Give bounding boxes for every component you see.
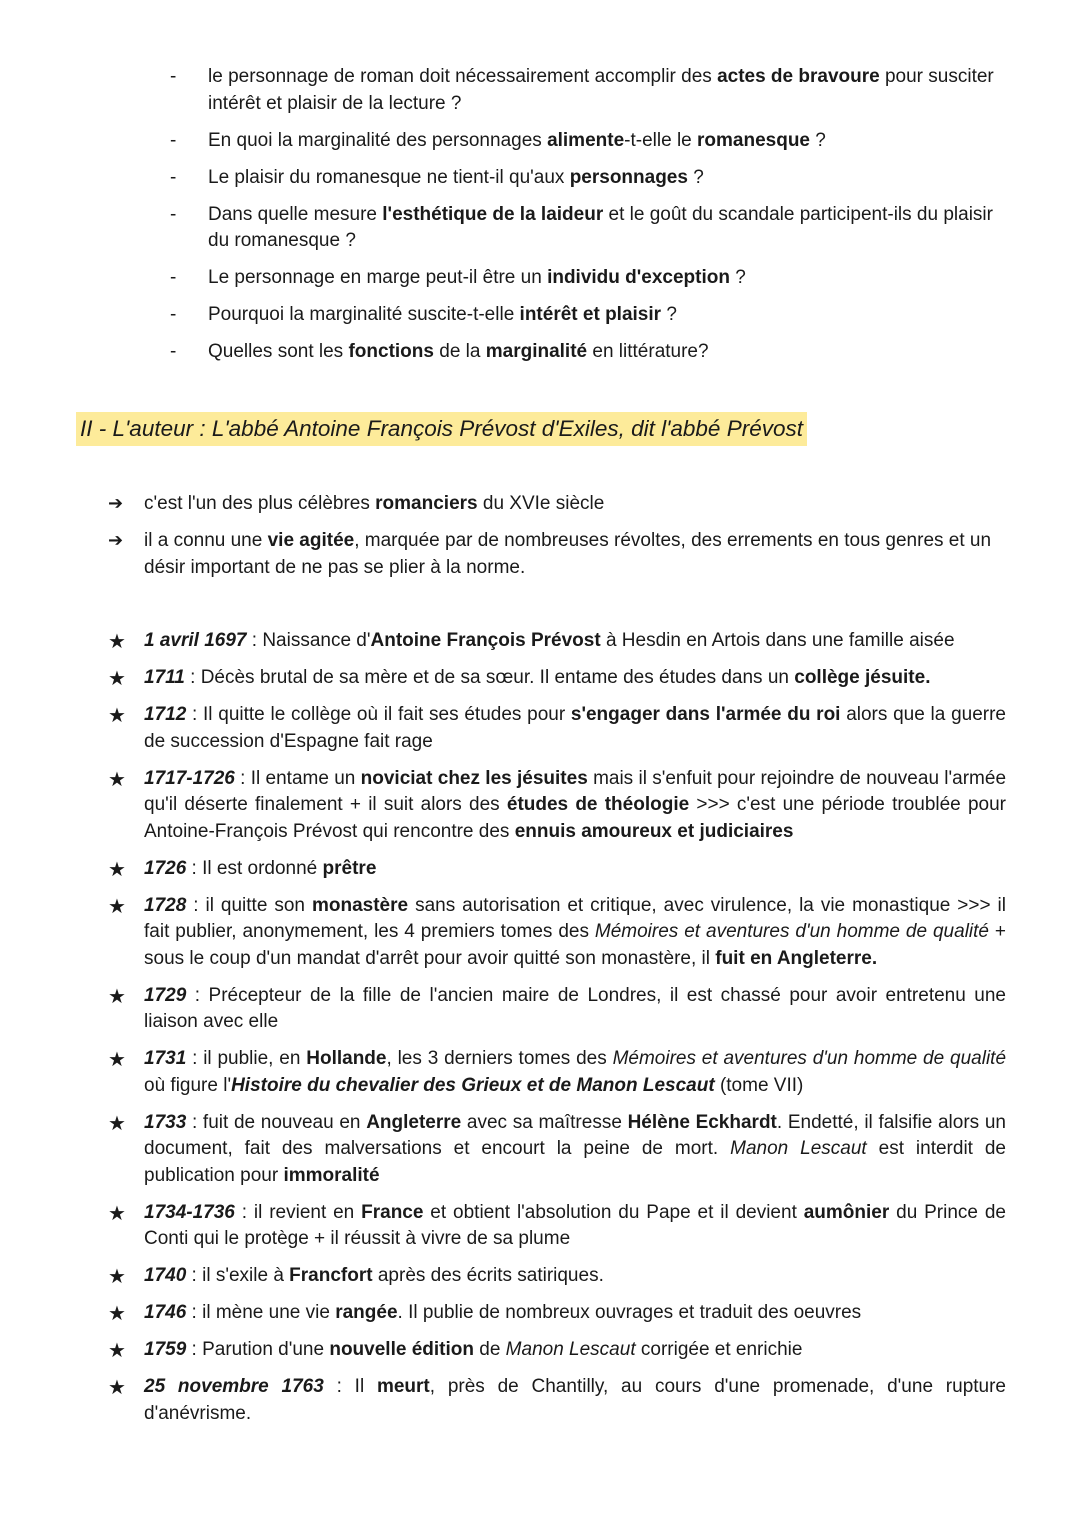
timeline-date: 1729 xyxy=(144,984,187,1006)
timeline-item: ★ 25 novembre 1763 : Il meurt, près de Chantilly, au cours d'une promenade, d'une rupture d'anévrisme. xyxy=(108,1375,1006,1424)
emphasis-text: France xyxy=(361,1201,424,1223)
emphasis-text: fuit en Angleterre. xyxy=(715,947,878,969)
biography-timeline xyxy=(106,628,1006,1438)
question-item: - Le plaisir du romanesque ne tient-il qu'aux personnages ? xyxy=(168,165,1008,192)
title-text: Manon Lescaut xyxy=(505,1339,636,1360)
emphasis-text: vie agitée xyxy=(267,530,355,551)
emphasis-text: meurt xyxy=(376,1376,430,1397)
emphasis-text: romanesque xyxy=(697,129,810,151)
emphasis-text: Antoine François Prévost xyxy=(370,630,601,651)
star-icon: ★ xyxy=(108,1338,126,1362)
star-icon: ★ xyxy=(108,856,126,881)
star-icon: ★ xyxy=(108,1200,126,1225)
question-item: - En quoi la marginalité des personnages alimente-t-elle le romanesque ? xyxy=(168,128,1008,155)
timeline-item: ★ 1711 : Décès brutal de sa mère et de sa sœur. Il entame des études dans un collège jésuite. xyxy=(108,666,931,690)
star-icon: ★ xyxy=(108,983,126,1008)
question-item: - Quelles sont les fonctions de la marginalité en littérature? xyxy=(168,339,1008,366)
dash-bullet: - xyxy=(170,66,177,87)
timeline-date: 1726 xyxy=(144,857,187,879)
timeline-date: 1731 xyxy=(144,1048,187,1069)
dash-bullet: - xyxy=(170,203,177,225)
star-icon: ★ xyxy=(108,1301,126,1325)
emphasis-text: Angleterre xyxy=(366,1111,462,1133)
author-summary-list xyxy=(106,491,1006,592)
timeline-item: ★ 1746 : il mène une vie rangée. Il publie de nombreux ouvrages et traduit des oeuvres xyxy=(108,1301,862,1325)
star-icon: ★ xyxy=(108,666,126,690)
timeline-date: 1734-1736 xyxy=(144,1201,235,1223)
question-item: - Dans quelle mesure l'esthétique de la laideur et le goût du scandale participent-ils du plaisir du romanesque ? xyxy=(170,203,993,251)
arrow-right-icon: ➔ xyxy=(108,493,124,514)
timeline-item: ★ 1733 : fuit de nouveau en Angleterre avec sa maîtresse Hélène Eckhardt. Endetté, il falsifie alors un document, fait des malversations et encourt la peine de mort. Manon Lescaut est interdit de publication pour immoralité xyxy=(108,1110,1007,1186)
star-icon: ★ xyxy=(108,1047,126,1071)
star-icon: ★ xyxy=(108,1264,126,1288)
timeline-date: 1717-1726 xyxy=(144,767,235,789)
question-item: - le personnage de roman doit nécessairement accomplir des actes de bravoure pour susciter intérêt et plaisir de la lecture ? xyxy=(170,66,994,114)
timeline-date: 1740 xyxy=(144,1265,187,1286)
emphasis-text: monastère xyxy=(311,894,409,916)
emphasis-text: l'esthétique de la laideur xyxy=(382,203,604,225)
title-text: Mémoires et aventures d'un homme de qualité xyxy=(594,921,989,942)
emphasis-text: individu d'exception xyxy=(547,267,730,288)
summary-item: ➔ il a connu une vie agitée, marquée par de nombreuses révoltes, des errements en tous genres et un désir important de ne pas se plier à la norme. xyxy=(108,530,992,578)
arrow-right-icon: ➔ xyxy=(108,530,124,551)
star-icon: ★ xyxy=(108,1110,126,1135)
timeline-item: ★ 1 avril 1697 : Naissance d'Antoine François Prévost à Hesdin en Artois dans une famille aisée xyxy=(108,629,955,653)
emphasis-text: fonctions xyxy=(348,341,434,362)
timeline-item: ★ 1729 : Précepteur de la fille de l'ancien maire de Londres, il est chassé pour avoir entretenu une liaison avec elle xyxy=(108,983,1006,1032)
dash-bullet: - xyxy=(170,267,177,288)
timeline-item: ★ 1731 : il publie, en Hollande, les 3 derniers tomes des Mémoires et aventures d'un homme de qualité où figure l'Histoire du chevalier des Grieux et de Manon Lescaut (tome VII) xyxy=(108,1047,1007,1096)
timeline-date: 1 avril 1697 xyxy=(144,630,247,651)
star-icon: ★ xyxy=(108,1375,126,1399)
emphasis-text: personnages xyxy=(569,166,688,188)
timeline-item: ★ 1740 : il s'exile à Francfort après des écrits satiriques. xyxy=(108,1264,604,1288)
emphasis-text: Hollande xyxy=(306,1048,387,1069)
dash-bullet: - xyxy=(170,304,177,325)
timeline-item: ★ 1726 : Il est ordonné prêtre xyxy=(108,856,377,881)
timeline-item: ★ 1712 : Il quitte le collège où il fait ses études pour s'engager dans l'armée du roi alors que la guerre de succession d'Espagne fait rage xyxy=(108,703,1006,752)
emphasis-text: ennuis amoureux et judiciaires xyxy=(514,820,794,842)
timeline-date: 25 novembre 1763 xyxy=(144,1376,324,1397)
star-icon: ★ xyxy=(108,893,126,918)
star-icon: ★ xyxy=(108,703,126,727)
star-icon: ★ xyxy=(108,629,126,653)
dash-bullet: - xyxy=(170,129,177,151)
timeline-date: 1733 xyxy=(144,1111,187,1133)
timeline-item: ★ 1759 : Parution d'une nouvelle édition de Manon Lescaut corrigée et enrichie xyxy=(108,1338,803,1362)
title-text: Mémoires et aventures d'un homme de qualité xyxy=(612,1048,1007,1069)
title-text: Manon Lescaut xyxy=(730,1138,867,1159)
dash-bullet: - xyxy=(170,166,177,188)
section-heading: II - L'auteur : L'abbé Antoine François Prévost d'Exiles, dit l'abbé Prévost xyxy=(76,412,807,446)
star-icon: ★ xyxy=(108,766,126,791)
timeline-date: 1728 xyxy=(144,894,187,916)
dash-bullet: - xyxy=(170,341,177,362)
summary-item: ➔ c'est l'un des plus célèbres romanciers du XVIe siècle xyxy=(106,491,1006,518)
timeline-date: 1746 xyxy=(144,1302,187,1323)
emphasis-text: aumônier xyxy=(803,1201,890,1223)
emphasis-text: intérêt et plaisir xyxy=(519,304,662,325)
timeline-item: ★ 1728 : il quitte son monastère sans autorisation et critique, avec virulence, la vie monastique >>> il fait publier, anonymement, les 4 premiers tomes des Mémoires et aventures d'un homme de qualité + sous le coup d'un mandat d'arrêt pour avoir quitté son monastère, il fuit en Angleterre. xyxy=(108,893,1007,969)
timeline-item: ★ 1717-1726 : Il entame un noviciat chez les jésuites mais il s'enfuit pour rejoindre de nouveau l'armée qu'il déserte finalement + il suit alors des études de théologie >>> c'est une période troublée pour Antoine-François Prévost qui rencontre des ennuis amoureux et judiciaires xyxy=(108,766,1007,842)
emphasis-text: études de théologie xyxy=(506,794,690,815)
emphasis-text: actes de bravoure xyxy=(717,66,880,87)
emphasis-text: rangée xyxy=(335,1302,398,1323)
timeline-date: 1759 xyxy=(144,1339,187,1360)
question-item: - Pourquoi la marginalité suscite-t-elle intérêt et plaisir ? xyxy=(168,302,1008,329)
emphasis-text: immoralité xyxy=(283,1164,380,1186)
emphasis-text: s'engager dans l'armée du roi xyxy=(570,704,841,725)
title-text: Histoire du chevalier des Grieux et de Manon Lescaut xyxy=(231,1074,715,1096)
emphasis-text: marginalité xyxy=(485,341,588,362)
timeline-date: 1712 xyxy=(144,704,187,725)
emphasis-text: collège jésuite. xyxy=(794,667,931,688)
emphasis-text: nouvelle édition xyxy=(329,1339,474,1360)
emphasis-text: alimente xyxy=(547,129,625,151)
emphasis-text: Francfort xyxy=(289,1265,373,1286)
emphasis-text: prêtre xyxy=(322,857,377,879)
timeline-date: 1711 xyxy=(144,667,185,688)
emphasis-text: romanciers xyxy=(375,493,478,514)
question-list xyxy=(168,64,1008,376)
emphasis-text: noviciat chez les jésuites xyxy=(360,767,588,789)
emphasis-text: Hélène Eckhardt xyxy=(627,1111,777,1133)
question-item: - Le personnage en marge peut-il être un individu d'exception ? xyxy=(168,265,1008,292)
timeline-item: ★ 1734-1736 : il revient en France et obtient l'absolution du Pape et il devient aumônier du Prince de Conti qui le protège + il réussit à vivre de sa plume xyxy=(108,1200,1006,1249)
